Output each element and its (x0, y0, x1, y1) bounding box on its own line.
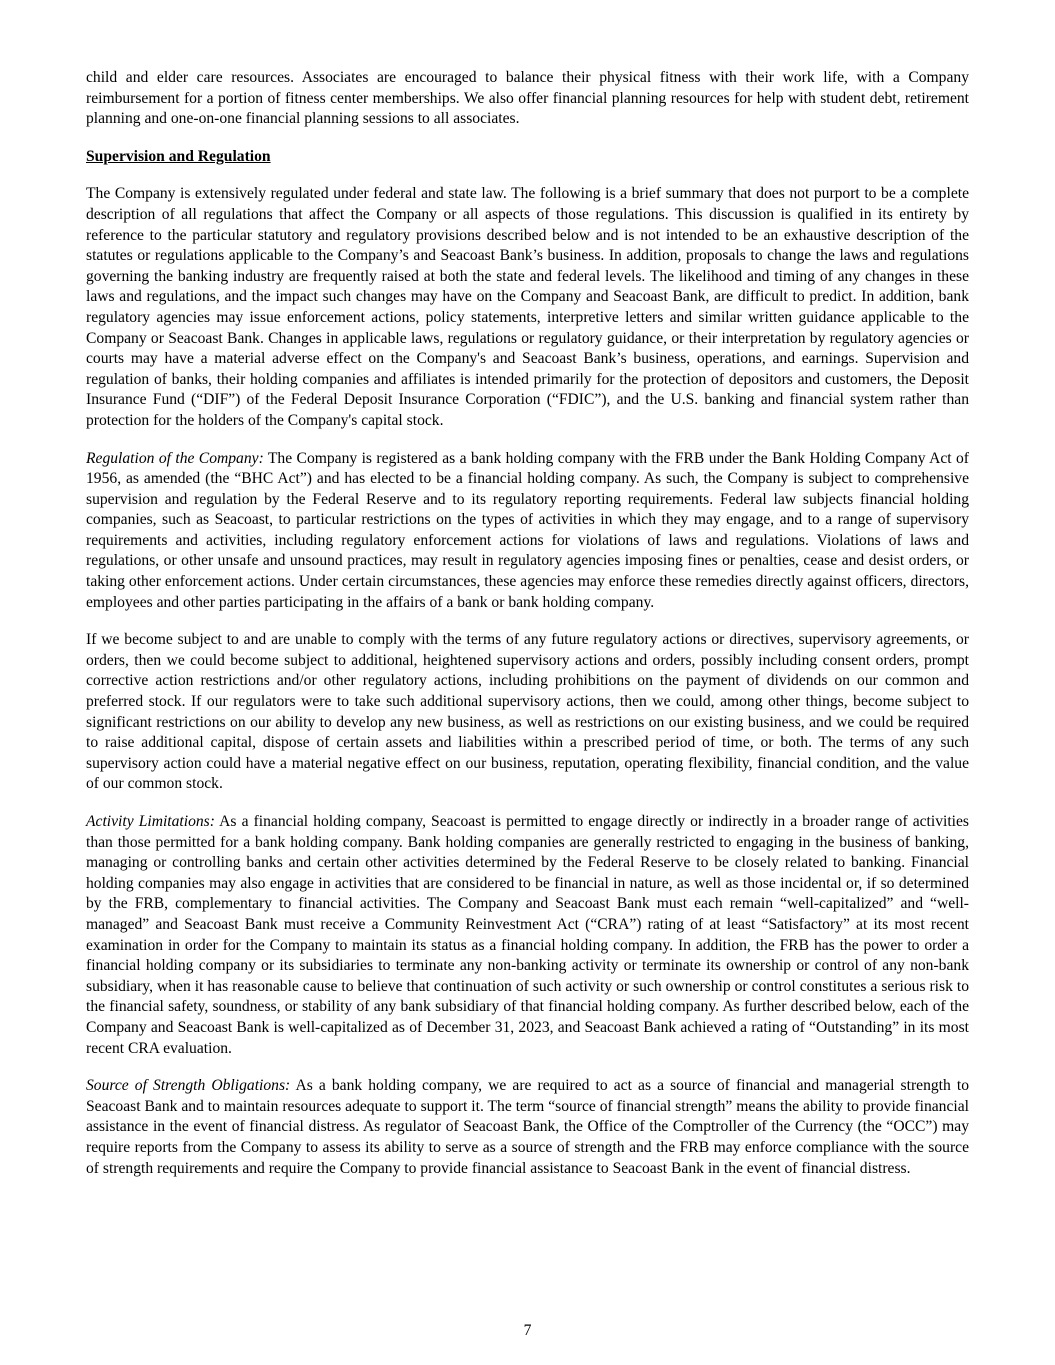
activity-lead: Activity Limitations: (86, 813, 215, 830)
regulation-body: The Company is registered as a bank holding company with the FRB under the Bank Holding Company Act of 1956, as amended (the “BHC Act”) and has elected to be a financial holding company. As such, the Company is subject to comprehensive supervision and regulation by the Federal Reserve and to its regulatory reporting requirements. Federal law subjects financial holding companies, such as Seacoast, to particular restrictions on the types of activities in which they may engage, and to a range of supervisory requirements and activities, including regulatory enforcement actions for violations of laws and regulations. Violations of laws and regulations, or other unsafe and unsound practices, may result in regulatory agencies imposing fines or penalties, cease and desist orders, or taking other enforcement actions. Under certain circumstances, these agencies may enforce these remedies directly against officers, directors, employees and other parties participating in the affairs of a bank or bank holding company. (86, 449, 969, 611)
supervision-paragraph: The Company is extensively regulated under federal and state law. The following is a brief summary that does not purport to be a complete description of all regulations that affect the Company or all aspects of those regulations. This discussion is qualified in its entirety by reference to the particular statutory and regulatory provisions described below and is not intended to be an exhaustive description of the statutes or regulations applicable to the Company’s and Seacoast Bank’s business. In addition, proposals to change the laws and regulations governing the banking industry are frequently raised at both the state and federal levels. The likelihood and timing of any changes in these laws and regulations, and the impact such changes may have on the Company and Seacoast Bank, are difficult to predict. In addition, bank regulatory agencies may issue enforcement actions, policy statements, interpretive letters and similar written guidance applicable to the Company or Seacoast Bank. Changes in applicable laws, regulations or regulatory guidance, or their interpretation by regulatory agencies or courts may have a material adverse effect on the Company's and Seacoast Bank’s business, operations, and earnings. Supervision and regulation of banks, their holding companies and affiliates is intended primarily for the protection of depositors and customers, the Deposit Insurance Fund (“DIF”) of the Federal Deposit Insurance Corporation (“FDIC”), and the U.S. banking and financial system rather than protection for the holders of the Company's capital stock. (86, 185, 969, 429)
strength-paragraph (86, 1076, 969, 1179)
strength-lead: Source of Strength Obligations: (86, 1077, 291, 1095)
regulation-lead: Regulation of the Company: (86, 449, 264, 467)
activity-paragraph (86, 812, 969, 1059)
intro-paragraph: child and elder care resources. Associates are encouraged to balance their physical fitness with their work life, with a Company reimbursement for a portion of fitness center memberships. We also offer financial planning resources for help with student debt, retirement planning and one-on-one financial planning sessions to all associates. (86, 69, 969, 128)
page-number: 7 (523, 1322, 532, 1339)
strength-body: As a bank holding company, we are required to act as a source of financial and managerial strength to Seacoast Bank and to maintain resources adequate to support it. The term “source of financial strength” means the ability to provide financial assistance in the event of financial distress. As regulator of Seacoast Bank, the Office of the Comptroller of the Currency (the “OCC”) may require reports from the Company to assess its ability to serve as a source of strength and the FRB may enforce compliance with the source of strength requirements and require the Company to provide financial assistance to Seacoast Bank in the event of financial distress. (86, 1077, 970, 1177)
future-actions-paragraph: If we become subject to and are unable to comply with the terms of any future regulatory actions or directives, supervisory agreements, or orders, then we could become subject to additional, heightened supervisory actions and orders, possibly including consent orders, prompt corrective action restrictions and/or other regulatory actions, including prohibitions on the payment of dividends on our common and preferred stock. If our regulators were to take such additional supervisory actions, then we could, among other things, become subject to significant restrictions on our ability to develop any new business, as well as restrictions on our existing business, and we could be required to raise additional capital, dispose of certain assets and liabilities within a prescribed period of time, or both. The terms of any such supervisory action could have a material negative effect on our business, reputation, operating flexibility, financial condition, and the value of our common stock. (86, 631, 969, 793)
regulation-paragraph (86, 449, 969, 614)
activity-body: As a financial holding company, Seacoast is permitted to engage directly or indirectly in a broader range of activities than those permitted for a bank holding company. Bank holding companies are generally restricted to engaging in the business of banking, managing or controlling banks and certain other activities determined by the Federal Reserve to be closely related to banking. Financial holding companies may also engage in activities that are considered to be financial in nature, as well as those incidental or, if so determined by the FRB, complementary to financial activities. The Company and Seacoast Bank must each remain “well-capitalized” and “well-managed” and Seacoast Bank must receive a Community Reinvestment Act (“CRA”) rating of at least “Satisfactory” at its most recent examination in order for the Company to maintain its status as a financial holding company. In addition, the FRB has the power to order a financial holding company or its subsidiaries to terminate any non-banking activity or terminate its ownership or control of any non-bank subsidiary, when it has reasonable cause to believe that continuation of such activity or such ownership or control constitutes a serious risk to the financial safety, soundness, or stability of any bank subsidiary of that financial holding company. As further described below, each of the Company and Seacoast Bank is well-capitalized as of December 31, 2023, and Seacoast Bank achieved a rating of “Outstanding” in its most recent CRA evaluation. (86, 813, 970, 1057)
section-heading-supervision: Supervision and Regulation (86, 147, 271, 165)
document-page (86, 68, 969, 1196)
